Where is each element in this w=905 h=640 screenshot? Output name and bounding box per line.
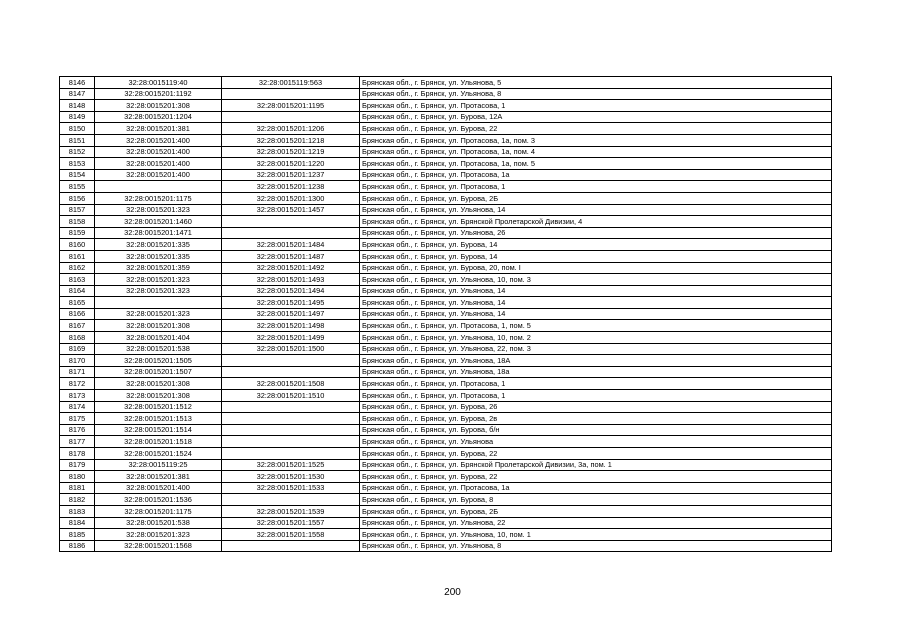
object-cadastral-number-cell: 32:28:0015201:1492	[222, 262, 360, 274]
table-row	[60, 111, 832, 123]
address-cell: Брянская обл., г. Брянск, ул. Ульянова, 18а	[360, 366, 832, 378]
row-number-cell: 8157	[60, 204, 95, 216]
row-number-cell: 8159	[60, 227, 95, 239]
object-cadastral-number-cell	[222, 401, 360, 413]
cadastral-number-cell: 32:28:0015201:308	[95, 320, 222, 332]
object-cadastral-number-cell: 32:28:0015201:1558	[222, 529, 360, 541]
address-cell: Брянская обл., г. Брянск, ул. Ульянова, 8	[360, 540, 832, 552]
cadastral-number-cell: 32:28:0015201:323	[95, 529, 222, 541]
row-number-cell: 8153	[60, 158, 95, 170]
table-row	[60, 227, 832, 239]
row-number-cell: 8182	[60, 494, 95, 506]
cadastral-number-cell: 32:28:0015201:400	[95, 158, 222, 170]
address-cell: Брянская обл., г. Брянск, ул. Ульянова, 10, пом. 1	[360, 529, 832, 541]
table-row	[60, 308, 832, 320]
table-row	[60, 494, 832, 506]
cadastral-number-cell: 32:28:0015201:381	[95, 123, 222, 135]
cadastral-number-cell: 32:28:0015201:1175	[95, 192, 222, 204]
table-row	[60, 77, 832, 89]
object-cadastral-number-cell: 32:28:0015201:1493	[222, 274, 360, 286]
address-cell: Брянская обл., г. Брянск, ул. Бурова, 8	[360, 494, 832, 506]
row-number-cell: 8180	[60, 471, 95, 483]
cadastral-number-cell: 32:28:0015201:1460	[95, 216, 222, 228]
table-row	[60, 540, 832, 552]
row-number-cell: 8176	[60, 424, 95, 436]
address-cell: Брянская обл., г. Брянск, ул. Протасова, 1а	[360, 482, 832, 494]
table-row	[60, 366, 832, 378]
object-cadastral-number-cell: 32:28:0015201:1539	[222, 505, 360, 517]
cadastral-number-cell: 32:28:0015201:1524	[95, 448, 222, 460]
cadastral-number-cell: 32:28:0015201:1507	[95, 366, 222, 378]
object-cadastral-number-cell	[222, 448, 360, 460]
address-cell: Брянская обл., г. Брянск, ул. Ульянова, 26	[360, 227, 832, 239]
table-row	[60, 146, 832, 158]
cadastral-number-cell: 32:28:0015201:308	[95, 390, 222, 402]
row-number-cell: 8184	[60, 517, 95, 529]
cadastral-number-cell: 32:28:0015201:323	[95, 204, 222, 216]
object-cadastral-number-cell	[222, 366, 360, 378]
address-cell: Брянская обл., г. Брянск, ул. Бурова, 12А	[360, 111, 832, 123]
cadastral-number-cell	[95, 297, 222, 309]
row-number-cell: 8166	[60, 308, 95, 320]
row-number-cell: 8185	[60, 529, 95, 541]
address-cell: Брянская обл., г. Брянск, ул. Бурова, 22	[360, 448, 832, 460]
cadastral-number-cell: 32:28:0015201:1536	[95, 494, 222, 506]
object-cadastral-number-cell: 32:28:0015201:1195	[222, 100, 360, 112]
row-number-cell: 8171	[60, 366, 95, 378]
page-number: 200	[444, 587, 461, 598]
cadastral-number-cell: 32:28:0015201:400	[95, 134, 222, 146]
address-cell: Брянская обл., г. Брянск, ул. Ульянова, 14	[360, 308, 832, 320]
cadastral-number-cell: 32:28:0015201:1471	[95, 227, 222, 239]
address-cell: Брянская обл., г. Брянск, ул. Бурова, 14	[360, 250, 832, 262]
address-cell: Брянская обл., г. Брянск, ул. Бурова, 2Б	[360, 192, 832, 204]
cadastral-number-cell	[95, 181, 222, 193]
row-number-cell: 8174	[60, 401, 95, 413]
address-cell: Брянская обл., г. Брянск, ул. Бурова, 14	[360, 239, 832, 251]
cadastral-number-cell: 32:28:0015201:538	[95, 517, 222, 529]
address-cell: Брянская обл., г. Брянск, ул. Ульянова, 14	[360, 204, 832, 216]
address-cell: Брянская обл., г. Брянск, ул. Бурова, 20, пом. I	[360, 262, 832, 274]
row-number-cell: 8154	[60, 169, 95, 181]
object-cadastral-number-cell	[222, 88, 360, 100]
table-row	[60, 204, 832, 216]
address-cell: Брянская обл., г. Брянск, ул. Ульянова, 10, пом. 3	[360, 274, 832, 286]
table-row	[60, 529, 832, 541]
table-row	[60, 123, 832, 135]
row-number-cell: 8179	[60, 459, 95, 471]
row-number-cell: 8162	[60, 262, 95, 274]
table-row	[60, 100, 832, 112]
cadastral-number-cell: 32:28:0015201:1568	[95, 540, 222, 552]
address-cell: Брянская обл., г. Брянск, ул. Протасова, 1а	[360, 169, 832, 181]
table-row	[60, 285, 832, 297]
cadastral-number-cell: 32:28:0015201:400	[95, 146, 222, 158]
object-cadastral-number-cell: 32:28:0015201:1495	[222, 297, 360, 309]
table-row	[60, 343, 832, 355]
table-row	[60, 517, 832, 529]
row-number-cell: 8165	[60, 297, 95, 309]
row-number-cell: 8170	[60, 355, 95, 367]
cadastral-number-cell: 32:28:0015201:381	[95, 471, 222, 483]
object-cadastral-number-cell: 32:28:0015201:1457	[222, 204, 360, 216]
row-number-cell: 8147	[60, 88, 95, 100]
address-cell: Брянская обл., г. Брянск, ул. Протасова, 1	[360, 181, 832, 193]
table-row	[60, 505, 832, 517]
registry-table	[59, 76, 832, 552]
cadastral-number-cell: 32:28:0015201:1192	[95, 88, 222, 100]
object-cadastral-number-cell	[222, 111, 360, 123]
address-cell: Брянская обл., г. Брянск, ул. Бурова, 22	[360, 123, 832, 135]
row-number-cell: 8164	[60, 285, 95, 297]
registry-table-body	[60, 77, 832, 552]
object-cadastral-number-cell	[222, 424, 360, 436]
cadastral-number-cell: 32:28:0015201:308	[95, 100, 222, 112]
object-cadastral-number-cell	[222, 355, 360, 367]
object-cadastral-number-cell: 32:28:0015201:1525	[222, 459, 360, 471]
object-cadastral-number-cell: 32:28:0015201:1494	[222, 285, 360, 297]
address-cell: Брянская обл., г. Брянск, ул. Ульянова	[360, 436, 832, 448]
table-row	[60, 355, 832, 367]
cadastral-number-cell: 32:28:0015201:404	[95, 332, 222, 344]
table-row	[60, 378, 832, 390]
address-cell: Брянская обл., г. Брянск, ул. Ульянова, 5	[360, 77, 832, 89]
table-row	[60, 448, 832, 460]
object-cadastral-number-cell: 32:28:0015201:1533	[222, 482, 360, 494]
object-cadastral-number-cell: 32:28:0015201:1487	[222, 250, 360, 262]
table-row	[60, 482, 832, 494]
table-row	[60, 239, 832, 251]
row-number-cell: 8178	[60, 448, 95, 460]
row-number-cell: 8161	[60, 250, 95, 262]
row-number-cell: 8146	[60, 77, 95, 89]
row-number-cell: 8158	[60, 216, 95, 228]
object-cadastral-number-cell: 32:28:0015201:1219	[222, 146, 360, 158]
object-cadastral-number-cell: 32:28:0015201:1220	[222, 158, 360, 170]
row-number-cell: 8183	[60, 505, 95, 517]
object-cadastral-number-cell: 32:28:0015201:1510	[222, 390, 360, 402]
address-cell: Брянская обл., г. Брянск, ул. Бурова, б/н	[360, 424, 832, 436]
row-number-cell: 8152	[60, 146, 95, 158]
cadastral-number-cell: 32:28:0015201:1518	[95, 436, 222, 448]
object-cadastral-number-cell: 32:28:0015201:1484	[222, 239, 360, 251]
table-row	[60, 158, 832, 170]
row-number-cell: 8173	[60, 390, 95, 402]
address-cell: Брянская обл., г. Брянск, ул. Протасова, 1а, пом. 3	[360, 134, 832, 146]
cadastral-number-cell: 32:28:0015201:400	[95, 482, 222, 494]
cadastral-number-cell: 32:28:0015201:1175	[95, 505, 222, 517]
cadastral-number-cell: 32:28:0015201:323	[95, 308, 222, 320]
row-number-cell: 8160	[60, 239, 95, 251]
table-row	[60, 332, 832, 344]
table-row	[60, 134, 832, 146]
row-number-cell: 8151	[60, 134, 95, 146]
cadastral-number-cell: 32:28:0015201:1513	[95, 413, 222, 425]
address-cell: Брянская обл., г. Брянск, ул. Ульянова, 22, пом. 3	[360, 343, 832, 355]
cadastral-number-cell: 32:28:0015201:1204	[95, 111, 222, 123]
address-cell: Брянская обл., г. Брянск, ул. Бурова, 26	[360, 401, 832, 413]
table-row	[60, 459, 832, 471]
address-cell: Брянская обл., г. Брянск, ул. Ульянова, 14	[360, 297, 832, 309]
table-row	[60, 250, 832, 262]
table-row	[60, 471, 832, 483]
address-cell: Брянская обл., г. Брянск, ул. Протасова, 1	[360, 100, 832, 112]
row-number-cell: 8177	[60, 436, 95, 448]
cadastral-number-cell: 32:28:0015201:538	[95, 343, 222, 355]
cadastral-number-cell: 32:28:0015201:400	[95, 169, 222, 181]
object-cadastral-number-cell: 32:28:0015201:1238	[222, 181, 360, 193]
table-row	[60, 424, 832, 436]
cadastral-number-cell: 32:28:0015201:323	[95, 274, 222, 286]
object-cadastral-number-cell: 32:28:0015201:1206	[222, 123, 360, 135]
cadastral-number-cell: 32:28:0015201:323	[95, 285, 222, 297]
cadastral-number-cell: 32:28:0015119:25	[95, 459, 222, 471]
cadastral-number-cell: 32:28:0015201:1512	[95, 401, 222, 413]
object-cadastral-number-cell: 32:28:0015201:1508	[222, 378, 360, 390]
row-number-cell: 8156	[60, 192, 95, 204]
address-cell: Брянская обл., г. Брянск, ул. Бурова, 22	[360, 471, 832, 483]
cadastral-number-cell: 32:28:0015201:1514	[95, 424, 222, 436]
object-cadastral-number-cell	[222, 494, 360, 506]
row-number-cell: 8148	[60, 100, 95, 112]
row-number-cell: 8168	[60, 332, 95, 344]
row-number-cell: 8150	[60, 123, 95, 135]
object-cadastral-number-cell	[222, 436, 360, 448]
object-cadastral-number-cell	[222, 540, 360, 552]
object-cadastral-number-cell: 32:28:0015201:1530	[222, 471, 360, 483]
row-number-cell: 8172	[60, 378, 95, 390]
address-cell: Брянская обл., г. Брянск, ул. Протасова, 1	[360, 390, 832, 402]
address-cell: Брянская обл., г. Брянск, ул. Протасова, 1, пом. 5	[360, 320, 832, 332]
cadastral-number-cell: 32:28:0015201:308	[95, 378, 222, 390]
object-cadastral-number-cell: 32:28:0015201:1300	[222, 192, 360, 204]
table-row	[60, 262, 832, 274]
address-cell: Брянская обл., г. Брянск, ул. Брянской Пролетарской Дивизии, 4	[360, 216, 832, 228]
table-row	[60, 192, 832, 204]
table-row	[60, 274, 832, 286]
address-cell: Брянская обл., г. Брянск, ул. Брянской Пролетарской Дивизии, 3а, пом. 1	[360, 459, 832, 471]
object-cadastral-number-cell: 32:28:0015119:563	[222, 77, 360, 89]
object-cadastral-number-cell: 32:28:0015201:1498	[222, 320, 360, 332]
table-row	[60, 413, 832, 425]
cadastral-number-cell: 32:28:0015201:1505	[95, 355, 222, 367]
row-number-cell: 8169	[60, 343, 95, 355]
cadastral-number-cell: 32:28:0015201:359	[95, 262, 222, 274]
address-cell: Брянская обл., г. Брянск, ул. Ульянова, 22	[360, 517, 832, 529]
address-cell: Брянская обл., г. Брянск, ул. Ульянова, 8	[360, 88, 832, 100]
row-number-cell: 8181	[60, 482, 95, 494]
cadastral-number-cell: 32:28:0015119:40	[95, 77, 222, 89]
object-cadastral-number-cell: 32:28:0015201:1499	[222, 332, 360, 344]
table-row	[60, 390, 832, 402]
row-number-cell: 8175	[60, 413, 95, 425]
cadastral-number-cell: 32:28:0015201:335	[95, 250, 222, 262]
row-number-cell: 8186	[60, 540, 95, 552]
address-cell: Брянская обл., г. Брянск, ул. Ульянова, 10, пом. 2	[360, 332, 832, 344]
row-number-cell: 8163	[60, 274, 95, 286]
table-row	[60, 88, 832, 100]
table-row	[60, 297, 832, 309]
table-row	[60, 181, 832, 193]
table-row	[60, 169, 832, 181]
address-cell: Брянская обл., г. Брянск, ул. Протасова, 1	[360, 378, 832, 390]
row-number-cell: 8167	[60, 320, 95, 332]
row-number-cell: 8149	[60, 111, 95, 123]
address-cell: Брянская обл., г. Брянск, ул. Бурова, 2Б	[360, 505, 832, 517]
table-row	[60, 436, 832, 448]
address-cell: Брянская обл., г. Брянск, ул. Бурова, 2в	[360, 413, 832, 425]
object-cadastral-number-cell	[222, 216, 360, 228]
address-cell: Брянская обл., г. Брянск, ул. Ульянова, 18А	[360, 355, 832, 367]
address-cell: Брянская обл., г. Брянск, ул. Протасова, 1а, пом. 5	[360, 158, 832, 170]
cadastral-number-cell: 32:28:0015201:335	[95, 239, 222, 251]
object-cadastral-number-cell: 32:28:0015201:1218	[222, 134, 360, 146]
table-row	[60, 216, 832, 228]
table-row	[60, 401, 832, 413]
address-cell: Брянская обл., г. Брянск, ул. Протасова, 1а, пом. 4	[360, 146, 832, 158]
object-cadastral-number-cell: 32:28:0015201:1237	[222, 169, 360, 181]
object-cadastral-number-cell	[222, 227, 360, 239]
object-cadastral-number-cell	[222, 413, 360, 425]
object-cadastral-number-cell: 32:28:0015201:1557	[222, 517, 360, 529]
row-number-cell: 8155	[60, 181, 95, 193]
address-cell: Брянская обл., г. Брянск, ул. Ульянова, 14	[360, 285, 832, 297]
object-cadastral-number-cell: 32:28:0015201:1497	[222, 308, 360, 320]
object-cadastral-number-cell: 32:28:0015201:1500	[222, 343, 360, 355]
table-row	[60, 320, 832, 332]
